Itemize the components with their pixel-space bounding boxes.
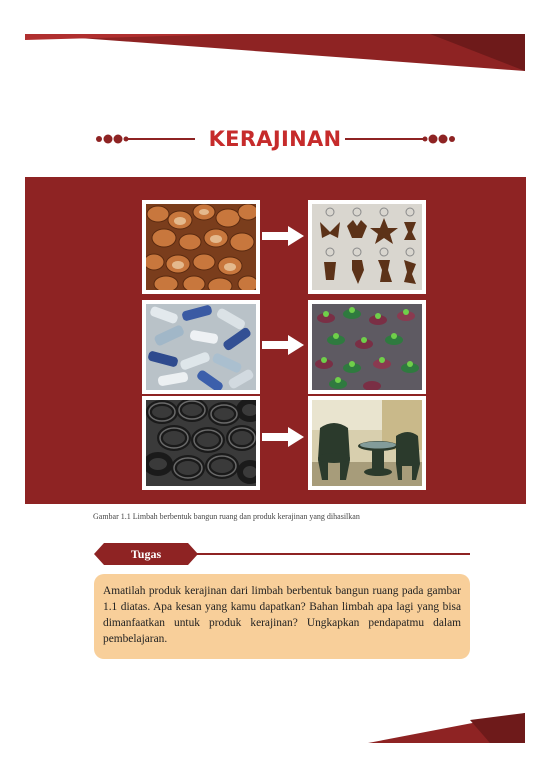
bottom-decorative-band bbox=[0, 700, 550, 777]
task-box bbox=[94, 574, 470, 659]
figure-caption: Gambar 1.1 Limbah berbentuk bangun ruang dan produk kerajinan yang dihasilkan bbox=[93, 512, 360, 521]
tire-chairs-table-photo bbox=[308, 396, 426, 490]
page-title: KERAJINAN bbox=[208, 127, 342, 151]
figure-panel bbox=[25, 177, 526, 504]
bottle-planters-wall-photo bbox=[308, 300, 426, 394]
section-divider-line bbox=[162, 553, 470, 555]
arrow-right-icon bbox=[262, 427, 304, 447]
page-heading bbox=[0, 124, 550, 156]
arrow-right-icon bbox=[262, 335, 304, 355]
used-tires-photo bbox=[142, 396, 260, 490]
plastic-bottles-photo bbox=[142, 300, 260, 394]
task-label: Tugas bbox=[130, 547, 162, 561]
top-decorative-band bbox=[0, 0, 550, 80]
task-tab bbox=[94, 543, 198, 565]
coconut-shells-photo bbox=[142, 200, 260, 294]
arrow-right-icon bbox=[262, 226, 304, 246]
task-text: Amatilah produk kerajinan dari limbah berbentuk bangun ruang pada gambar 1.1 diatas. Apa kesan yang kamu dapatkan? Bahan limbah apa lagi yang bisa dimanfaatkan untuk produk kerajinan? Ungkapkan pendapatmu dalam pembelajaran. bbox=[103, 585, 461, 645]
coconut-shell-keychains-photo bbox=[308, 200, 426, 294]
right-ornament-icon bbox=[345, 130, 457, 148]
